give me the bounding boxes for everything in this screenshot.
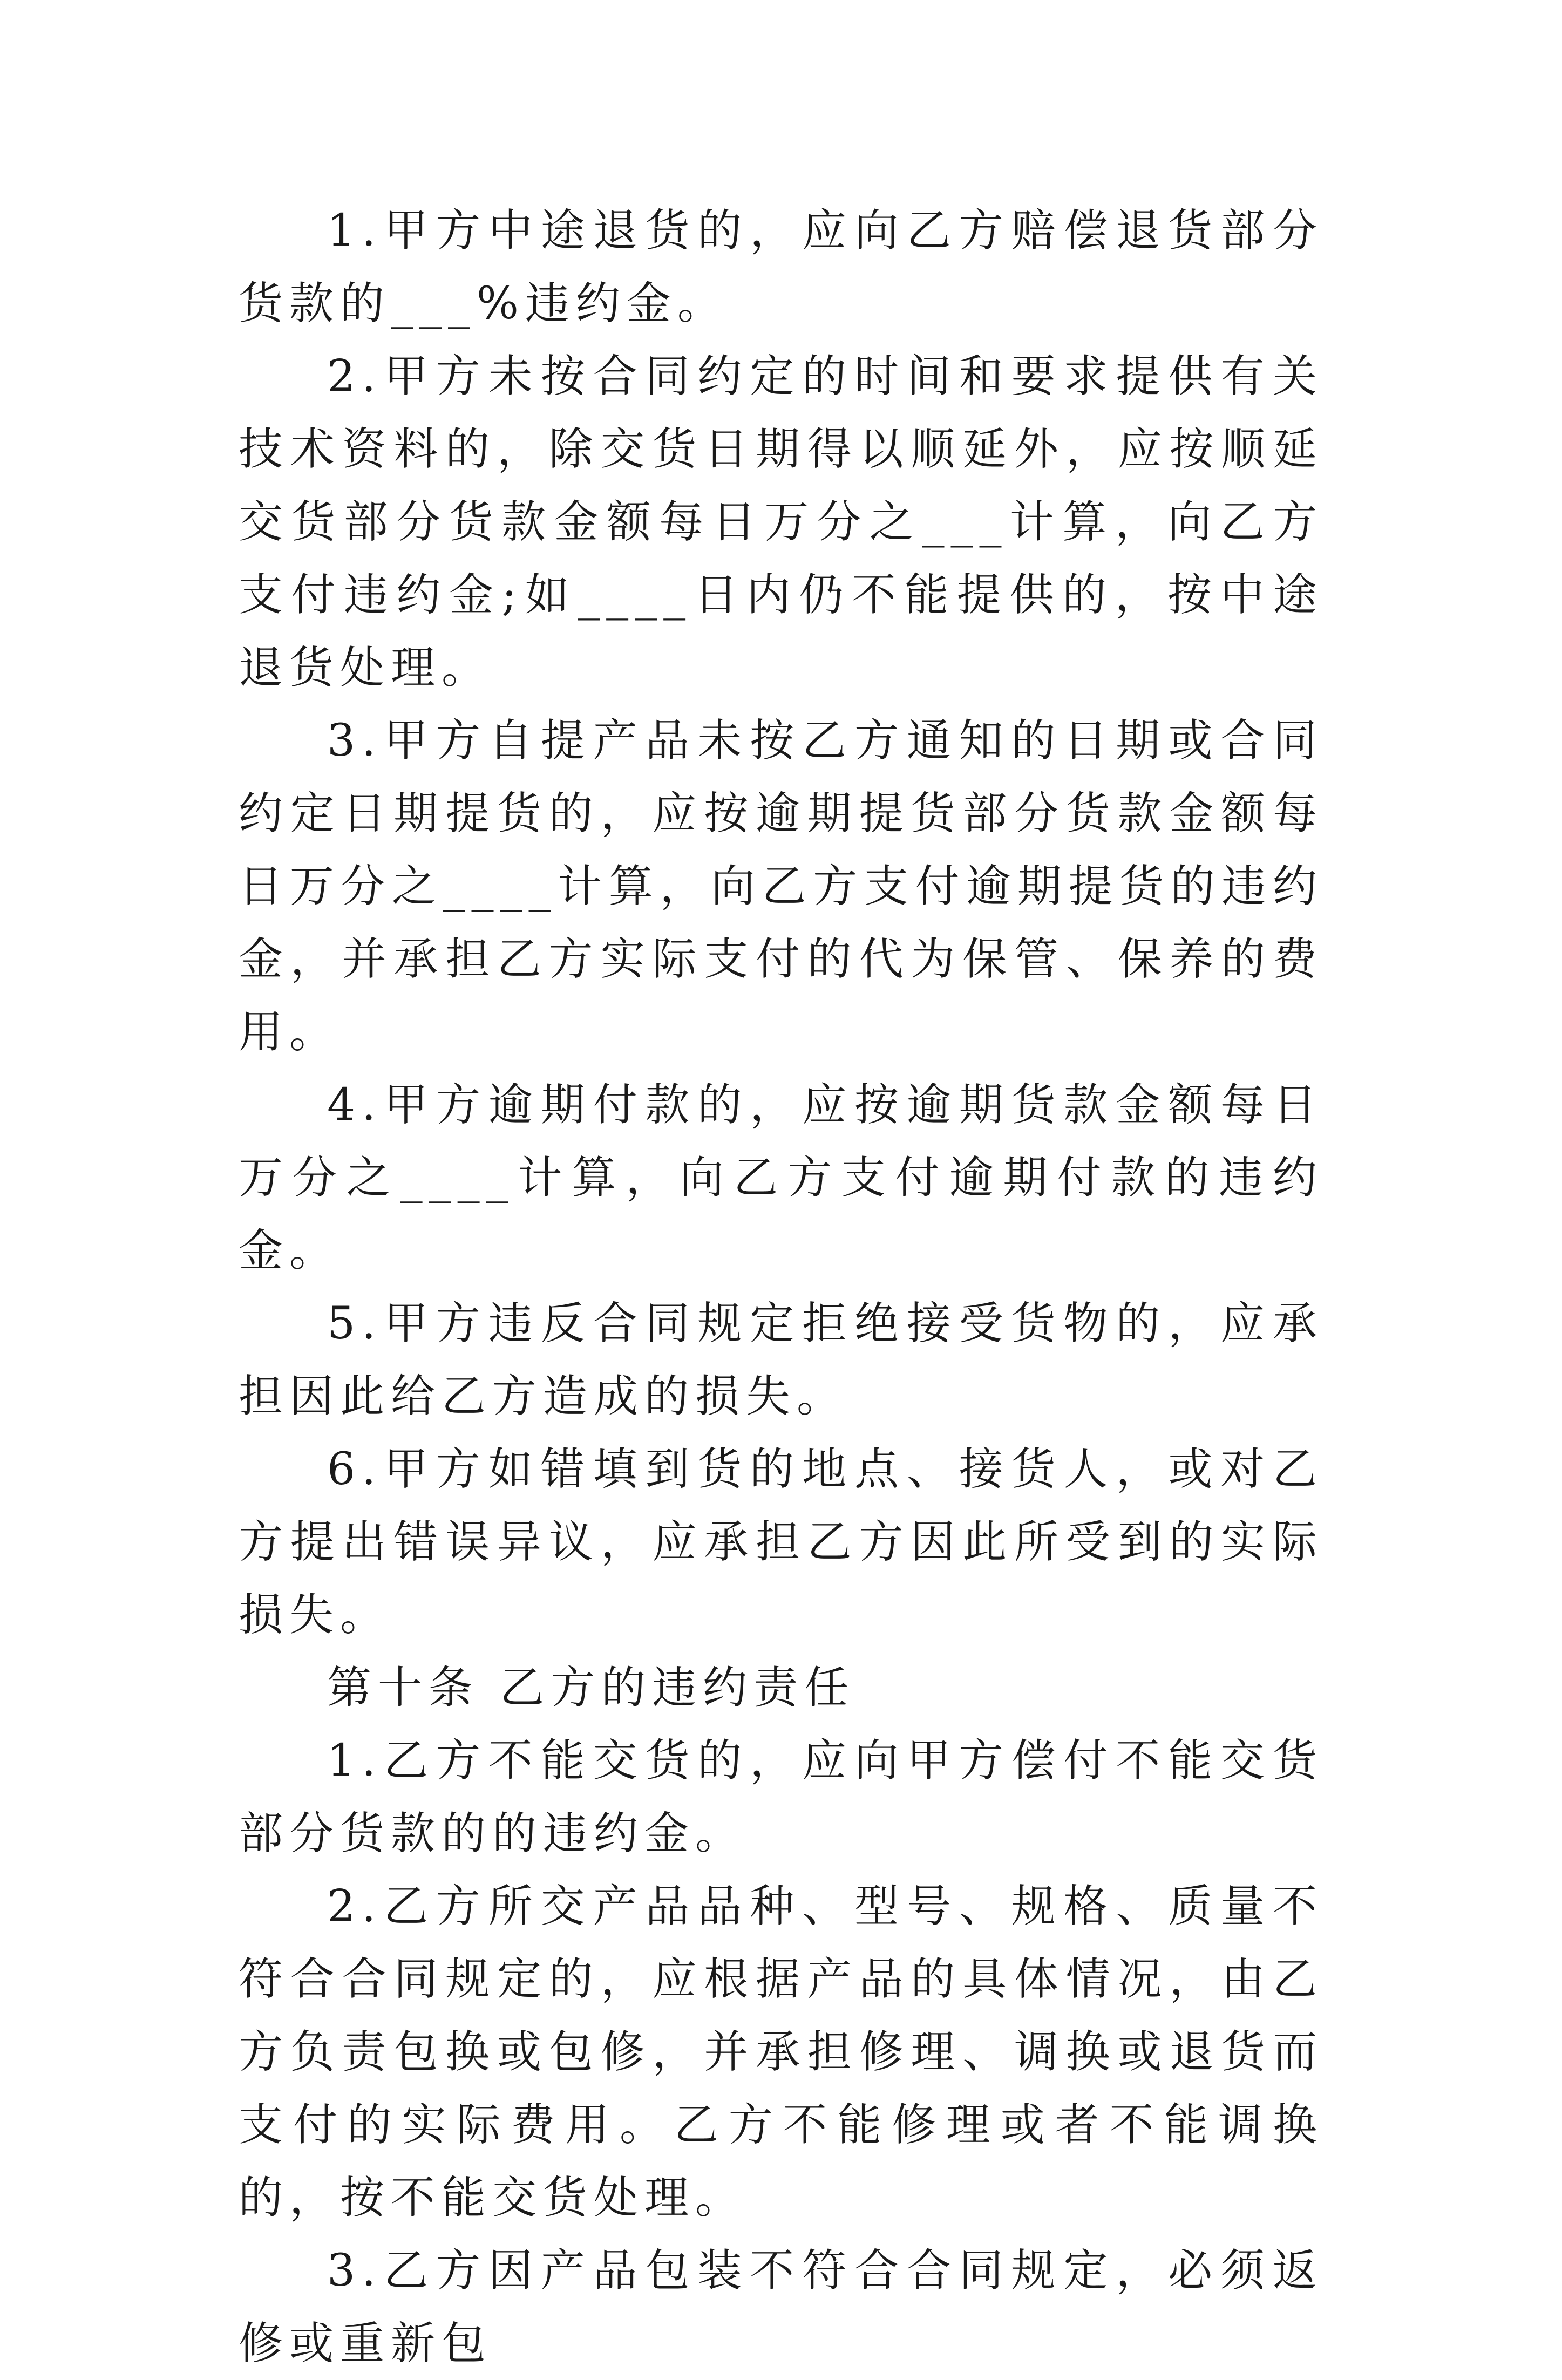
article-title: 第十条 乙方的违约责任: [327, 1662, 855, 1713]
document-body: [239, 194, 1323, 2380]
clause-paragraph: 1.甲方中途退货的，应向乙方赔偿退货部分货款的___%违约金。: [239, 205, 1323, 329]
clause-paragraph: 5.甲方违反合同规定拒绝接受货物的，应承担因此给乙方造成的损失。: [239, 1298, 1323, 1422]
clause-paragraph: 3.乙方因产品包装不符合合同规定，必须返修或重新包: [239, 2245, 1323, 2369]
clause-paragraph: 6.甲方如错填到货的地点、接货人，或对乙方提出错误异议，应承担乙方因此所受到的实际损失。: [239, 1444, 1323, 1641]
clause-paragraph: 2.乙方所交产品品种、型号、规格、质量不符合合同规定的，应根据产品的具体情况，由乙方负责包换或包修，并承担修理、调换或退货而支付的实际费用。乙方不能修理或者不能调换的，按不能交货处理。: [239, 1881, 1323, 2223]
clause-paragraph: 4.甲方逾期付款的，应按逾期货款金额每日万分之____计算，向乙方支付逾期付款的违约金。: [239, 1079, 1323, 1276]
clause-paragraph: 1.乙方不能交货的，应向甲方偿付不能交货部分货款的的违约金。: [239, 1735, 1323, 1859]
clause-paragraph: 3.甲方自提产品未按乙方通知的日期或合同约定日期提货的，应按逾期提货部分货款金额每日万分之____计算，向乙方支付逾期提货的违约金，并承担乙方实际支付的代为保管、保养的费用。: [239, 715, 1323, 1058]
clause-paragraph: 2.甲方未按合同约定的时间和要求提供有关技术资料的，除交货日期得以顺延外，应按顺延交货部分货款金额每日万分之___计算，向乙方支付违约金;如____日内仍不能提供的，按中途退货处理。: [239, 351, 1323, 693]
